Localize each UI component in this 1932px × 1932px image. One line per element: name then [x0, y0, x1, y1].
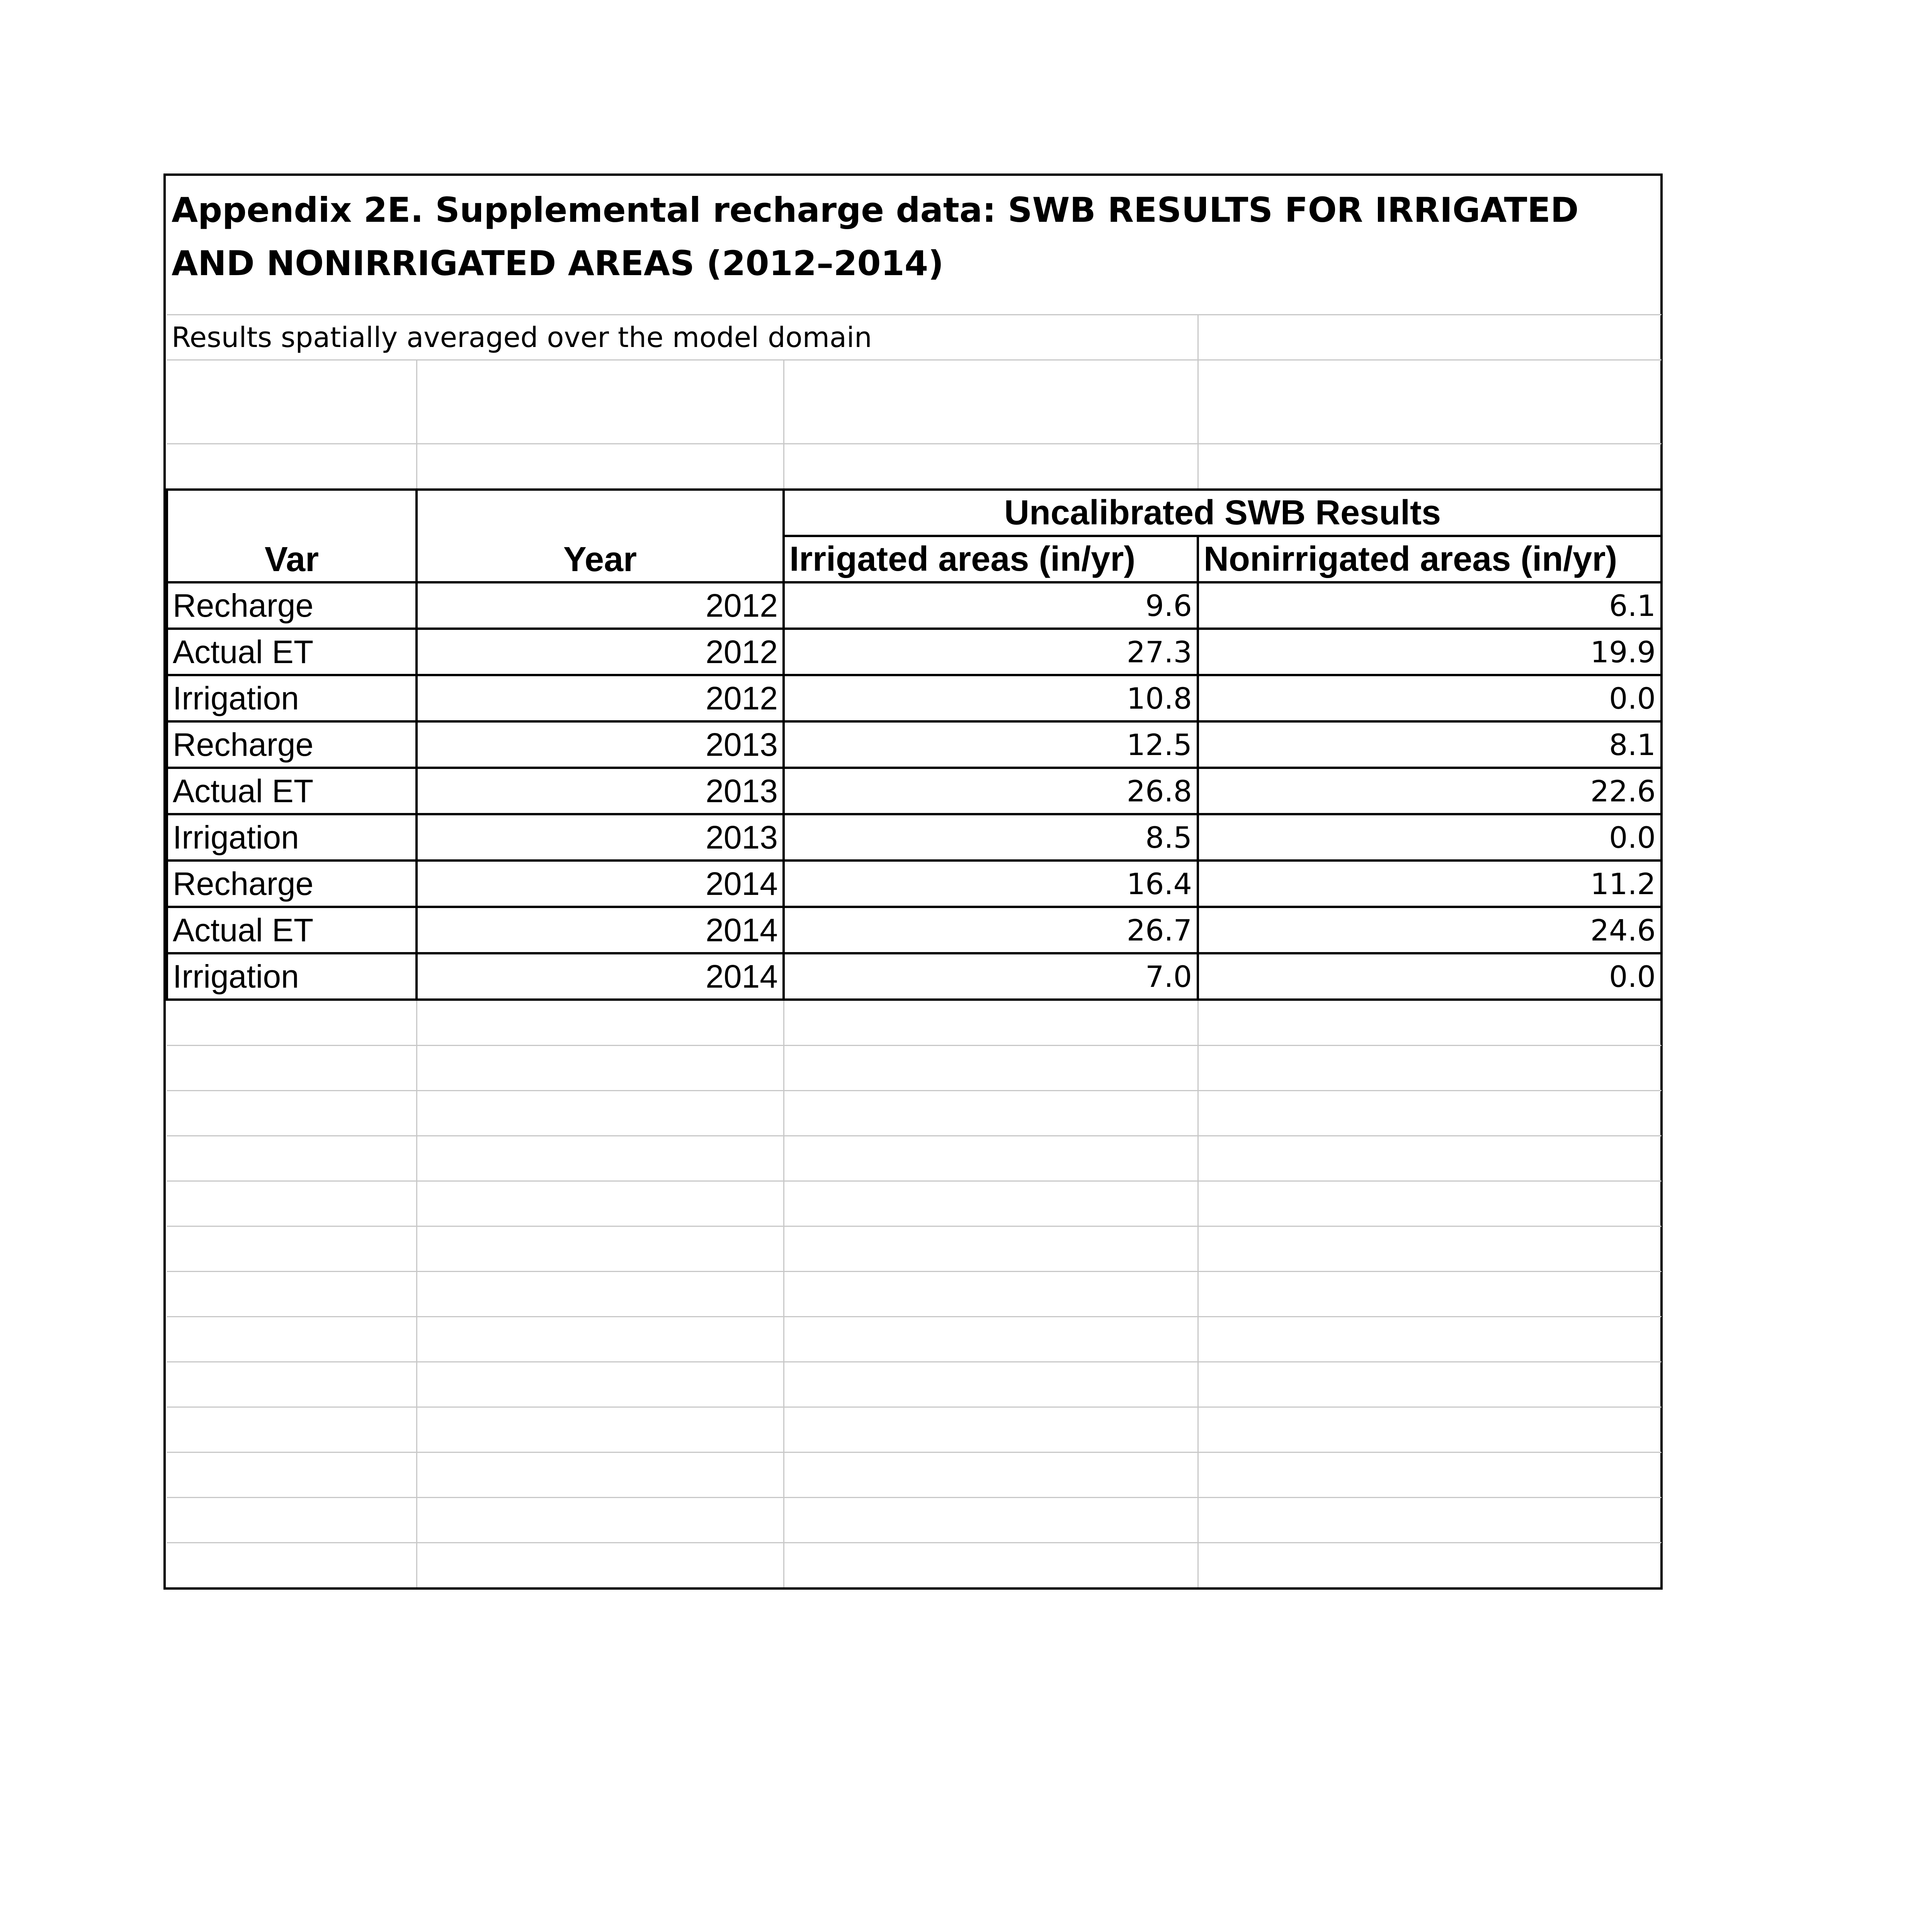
year-cell: 2013 — [417, 814, 784, 861]
var-cell: Recharge — [167, 721, 417, 768]
empty-cell — [167, 1046, 417, 1091]
nonirrigated-cell: 6.1 — [1198, 582, 1662, 629]
year-cell: 2014 — [417, 953, 784, 1000]
year-cell: 2012 — [417, 582, 784, 629]
empty-cell — [784, 1000, 1198, 1046]
empty-cell — [784, 1452, 1198, 1498]
irrigated-cell: 12.5 — [784, 721, 1198, 768]
empty-cell — [417, 1452, 784, 1498]
empty-row — [167, 1452, 1662, 1498]
table-row — [167, 814, 1662, 861]
irrigated-cell: 8.5 — [784, 814, 1198, 861]
nonirrigated-cell: 0.0 — [1198, 814, 1662, 861]
empty-cell — [417, 1181, 784, 1226]
table-row — [167, 861, 1662, 907]
empty-row — [167, 1272, 1662, 1317]
empty-cell — [417, 1543, 784, 1588]
empty-cell — [167, 1407, 417, 1452]
empty-row — [167, 1317, 1662, 1362]
empty-cell — [784, 360, 1198, 444]
var-cell: Actual ET — [167, 768, 417, 814]
empty-cell — [167, 1272, 417, 1317]
table-row — [167, 721, 1662, 768]
table-row — [167, 768, 1662, 814]
var-cell: Irrigation — [167, 675, 417, 721]
empty-cell — [417, 1046, 784, 1091]
table-row — [167, 582, 1662, 629]
irrigated-cell: 16.4 — [784, 861, 1198, 907]
empty-rows — [167, 1000, 1662, 1587]
empty-cell — [1198, 1543, 1662, 1588]
nonirrigated-cell: 24.6 — [1198, 907, 1662, 953]
empty-cell — [1198, 315, 1662, 360]
var-cell: Actual ET — [167, 629, 417, 675]
empty-cell — [417, 1272, 784, 1317]
empty-row — [167, 1000, 1662, 1046]
empty-cell — [417, 1407, 784, 1452]
irrigated-cell: 10.8 — [784, 675, 1198, 721]
empty-cell — [167, 1091, 417, 1136]
column-header-nonirrigated: Nonirrigated areas (in/yr) — [1198, 536, 1662, 582]
subtitle: Results spatially averaged over the model domain — [167, 315, 1198, 360]
empty-cell — [1198, 1046, 1662, 1091]
table-row — [167, 675, 1662, 721]
empty-cell — [784, 1272, 1198, 1317]
irrigated-cell: 9.6 — [784, 582, 1198, 629]
table-row — [167, 907, 1662, 953]
empty-cell — [1198, 1091, 1662, 1136]
empty-cell — [167, 1452, 417, 1498]
empty-cell — [167, 1136, 417, 1181]
empty-cell — [784, 1498, 1198, 1543]
empty-cell — [417, 1362, 784, 1407]
column-header-irrigated: Irrigated areas (in/yr) — [784, 536, 1198, 582]
table-body — [167, 582, 1662, 1000]
empty-cell — [167, 1543, 417, 1588]
empty-cell — [784, 1046, 1198, 1091]
empty-cell — [784, 1407, 1198, 1452]
empty-row — [167, 1498, 1662, 1543]
empty-cell — [167, 1498, 417, 1543]
empty-cell — [784, 1091, 1198, 1136]
empty-cell — [417, 1091, 784, 1136]
year-cell: 2013 — [417, 768, 784, 814]
empty-cell — [1198, 1362, 1662, 1407]
empty-cell — [167, 1317, 417, 1362]
empty-cell — [784, 1317, 1198, 1362]
empty-cell — [1198, 1136, 1662, 1181]
var-cell: Recharge — [167, 582, 417, 629]
empty-row — [167, 1046, 1662, 1091]
empty-cell — [1198, 360, 1662, 444]
empty-row — [167, 1362, 1662, 1407]
irrigated-cell: 7.0 — [784, 953, 1198, 1000]
empty-cell — [417, 444, 784, 490]
empty-cell — [784, 444, 1198, 490]
empty-cell — [1198, 1272, 1662, 1317]
empty-cell — [417, 360, 784, 444]
empty-cell — [167, 1226, 417, 1272]
empty-cell — [784, 1136, 1198, 1181]
nonirrigated-cell: 8.1 — [1198, 721, 1662, 768]
empty-cell — [1198, 1181, 1662, 1226]
empty-row — [167, 1543, 1662, 1588]
empty-cell — [1198, 1452, 1662, 1498]
empty-row — [167, 1181, 1662, 1226]
year-cell: 2013 — [417, 721, 784, 768]
empty-cell — [417, 1226, 784, 1272]
irrigated-cell: 27.3 — [784, 629, 1198, 675]
year-cell: 2014 — [417, 907, 784, 953]
nonirrigated-cell: 0.0 — [1198, 953, 1662, 1000]
empty-row — [167, 1407, 1662, 1452]
empty-cell — [1198, 1317, 1662, 1362]
empty-cell — [417, 1317, 784, 1362]
empty-cell — [167, 1000, 417, 1046]
spreadsheet — [163, 173, 1663, 1590]
empty-cell — [417, 1000, 784, 1046]
year-cell: 2014 — [417, 861, 784, 907]
column-header-year: Year — [417, 490, 784, 582]
table-row — [167, 629, 1662, 675]
table-row — [167, 953, 1662, 1000]
results-table — [166, 176, 1663, 1587]
empty-cell — [167, 1362, 417, 1407]
group-header: Uncalibrated SWB Results — [784, 490, 1662, 536]
nonirrigated-cell: 19.9 — [1198, 629, 1662, 675]
empty-cell — [784, 1362, 1198, 1407]
empty-cell — [167, 360, 417, 444]
irrigated-cell: 26.7 — [784, 907, 1198, 953]
var-cell: Irrigation — [167, 814, 417, 861]
empty-cell — [784, 1181, 1198, 1226]
empty-cell — [417, 1136, 784, 1181]
empty-cell — [1198, 444, 1662, 490]
var-cell: Irrigation — [167, 953, 417, 1000]
nonirrigated-cell: 11.2 — [1198, 861, 1662, 907]
empty-cell — [784, 1543, 1198, 1588]
nonirrigated-cell: 22.6 — [1198, 768, 1662, 814]
var-cell: Recharge — [167, 861, 417, 907]
irrigated-cell: 26.8 — [784, 768, 1198, 814]
empty-cell — [784, 1226, 1198, 1272]
empty-row — [167, 1136, 1662, 1181]
page-title: Appendix 2E. Supplemental recharge data: SWB RESULTS FOR IRRIGATED AND NONIRRIGATED AREAS (2012–2014) — [167, 176, 1662, 315]
empty-cell — [1198, 1000, 1662, 1046]
nonirrigated-cell: 0.0 — [1198, 675, 1662, 721]
empty-cell — [417, 1498, 784, 1543]
empty-cell — [167, 1181, 417, 1226]
column-header-var: Var — [167, 490, 417, 582]
empty-cell — [1198, 1407, 1662, 1452]
empty-cell — [1198, 1498, 1662, 1543]
empty-cell — [167, 444, 417, 490]
year-cell: 2012 — [417, 675, 784, 721]
empty-row — [167, 1226, 1662, 1272]
year-cell: 2012 — [417, 629, 784, 675]
empty-cell — [1198, 1226, 1662, 1272]
var-cell: Actual ET — [167, 907, 417, 953]
empty-row — [167, 1091, 1662, 1136]
